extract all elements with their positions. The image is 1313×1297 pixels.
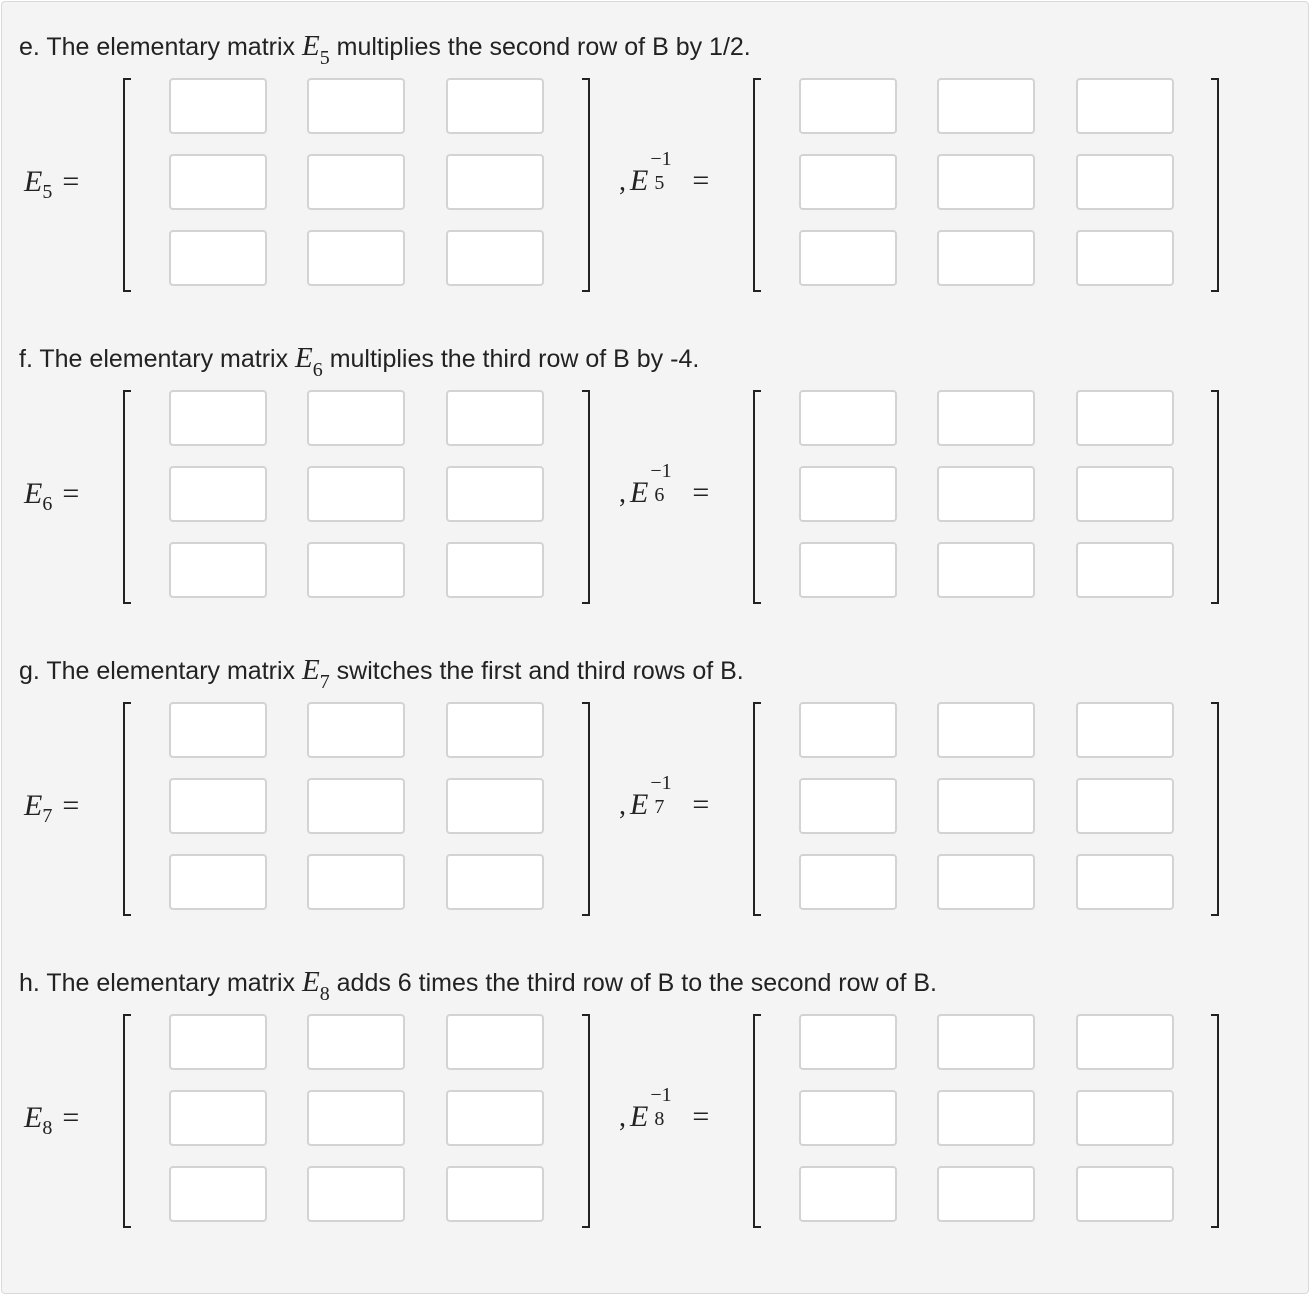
inverse-entry-r1-c1[interactable] [799, 390, 897, 446]
prompt-intro: f. The elementary matrix [19, 345, 296, 373]
matrix-index: 6 [42, 493, 53, 515]
matrix-right-bracket [582, 702, 590, 916]
matrix-label [24, 477, 79, 516]
prompt-description: adds 6 times the third row of B to the second row of B. [329, 969, 937, 997]
inverse-exponent: −1 [650, 460, 672, 482]
matrix-entry-r1-c1[interactable] [169, 702, 267, 758]
problem-prompt [19, 30, 751, 68]
prompt-description: switches the first and third rows of B. [329, 657, 744, 685]
matrix-entry-r3-c1[interactable] [169, 542, 267, 598]
matrix-entry-r3-c1[interactable] [169, 854, 267, 910]
equals-sign: = [692, 164, 710, 197]
matrix-symbol: E [301, 966, 320, 998]
inverse-entry-r2-c3[interactable] [1076, 778, 1174, 834]
inverse-exponent: −1 [650, 1084, 672, 1106]
comma: , [619, 1102, 626, 1133]
matrix-entry-r1-c3[interactable] [446, 390, 544, 446]
matrix-symbol: E [24, 165, 43, 198]
equals-sign: = [62, 1101, 80, 1134]
problem-prompt [19, 342, 699, 380]
matrix-index: 7 [319, 670, 330, 693]
inverse-left-bracket [753, 702, 761, 916]
prompt-intro: h. The elementary matrix [19, 969, 302, 997]
inverse-entry-r3-c2[interactable] [937, 230, 1035, 286]
matrix-name [301, 966, 330, 1005]
problem-prompt [19, 966, 937, 1004]
problem-prompt [19, 654, 744, 692]
matrix-index: 8 [319, 982, 330, 1005]
matrix-entry-r3-c2[interactable] [307, 854, 405, 910]
matrix-entry-r1-c3[interactable] [446, 78, 544, 134]
inverse-entry-r3-c1[interactable] [799, 1166, 897, 1222]
equals-sign: = [62, 789, 80, 822]
matrix-entry-r1-c1[interactable] [169, 1014, 267, 1070]
equals-sign: = [692, 1100, 710, 1133]
matrix-entry-r1-c1[interactable] [169, 78, 267, 134]
inverse-right-bracket [1211, 702, 1219, 916]
matrix-right-bracket [582, 390, 590, 604]
inverse-entry-r1-c2[interactable] [937, 78, 1035, 134]
matrix-entry-r2-c1[interactable] [169, 154, 267, 210]
inverse-entry-r1-c1[interactable] [799, 1014, 897, 1070]
inverse-right-bracket [1211, 390, 1219, 604]
matrix-entry-r3-c2[interactable] [307, 230, 405, 286]
prompt-description: multiplies the second row of B by 1/2. [329, 33, 751, 61]
matrix-entry-r3-c1[interactable] [169, 230, 267, 286]
inverse-symbol: E [630, 164, 649, 197]
equals-sign: = [62, 165, 80, 198]
inverse-entry-r3-c1[interactable] [799, 542, 897, 598]
inverse-entry-r3-c3[interactable] [1076, 1166, 1174, 1222]
inverse-index: 7 [654, 796, 665, 818]
matrix-entry-r3-c3[interactable] [446, 1166, 544, 1222]
matrix-entry-r2-c2[interactable] [307, 466, 405, 522]
matrix-left-bracket [123, 78, 131, 292]
matrix-entry-r3-c3[interactable] [446, 542, 544, 598]
matrix-entry-r2-c2[interactable] [307, 1090, 405, 1146]
inverse-entry-r3-c1[interactable] [799, 854, 897, 910]
matrix-entry-r3-c2[interactable] [307, 1166, 405, 1222]
problem-e [0, 0, 1313, 300]
prompt-description: multiplies the third row of B by -4. [322, 345, 700, 373]
inverse-symbol: E [630, 1100, 649, 1133]
matrix-entry-r2-c1[interactable] [169, 778, 267, 834]
matrix-symbol: E [24, 1101, 43, 1134]
inverse-entry-r1-c2[interactable] [937, 390, 1035, 446]
inverse-entry-r1-c3[interactable] [1076, 1014, 1174, 1070]
matrix-entry-r2-c1[interactable] [169, 1090, 267, 1146]
matrix-symbol: E [295, 342, 313, 374]
inverse-left-bracket [753, 390, 761, 604]
inverse-symbol: E [630, 476, 649, 509]
matrix-symbol: E [301, 654, 320, 686]
inverse-entry-r1-c3[interactable] [1076, 390, 1174, 446]
inverse-entry-r2-c2[interactable] [937, 778, 1035, 834]
matrix-entry-r3-c3[interactable] [446, 230, 544, 286]
inverse-entry-r3-c2[interactable] [937, 542, 1035, 598]
matrix-entry-r2-c2[interactable] [307, 154, 405, 210]
comma: , [619, 790, 626, 821]
comma: , [619, 166, 626, 197]
inverse-entry-r1-c3[interactable] [1076, 702, 1174, 758]
inverse-right-bracket [1211, 1014, 1219, 1228]
matrix-left-bracket [123, 390, 131, 604]
inverse-entry-r2-c1[interactable] [799, 778, 897, 834]
matrix-entry-r1-c3[interactable] [446, 702, 544, 758]
inverse-entry-r1-c1[interactable] [799, 702, 897, 758]
comma: , [619, 478, 626, 509]
inverse-label [619, 460, 710, 510]
matrix-entry-r2-c3[interactable] [446, 778, 544, 834]
prompt-intro: g. The elementary matrix [19, 657, 302, 685]
equals-sign: = [692, 476, 710, 509]
matrix-entry-r2-c3[interactable] [446, 466, 544, 522]
matrix-entry-r3-c2[interactable] [307, 542, 405, 598]
inverse-left-bracket [753, 78, 761, 292]
matrix-entry-r2-c3[interactable] [446, 1090, 544, 1146]
inverse-entry-r2-c2[interactable] [937, 154, 1035, 210]
inverse-left-bracket [753, 1014, 761, 1228]
matrix-index: 8 [42, 1117, 53, 1139]
equals-sign: = [62, 477, 80, 510]
inverse-entry-r3-c3[interactable] [1076, 230, 1174, 286]
inverse-entry-r1-c2[interactable] [937, 1014, 1035, 1070]
inverse-entry-r2-c1[interactable] [799, 154, 897, 210]
equals-sign: = [692, 788, 710, 821]
inverse-index: 5 [654, 172, 665, 194]
inverse-right-bracket [1211, 78, 1219, 292]
problem-f [0, 312, 1313, 612]
inverse-label [619, 1084, 710, 1134]
inverse-entry-r3-c1[interactable] [799, 230, 897, 286]
matrix-name [301, 30, 330, 69]
inverse-symbol: E [630, 788, 649, 821]
inverse-entry-r2-c3[interactable] [1076, 154, 1174, 210]
inverse-entry-r2-c1[interactable] [799, 466, 897, 522]
matrix-entry-r1-c2[interactable] [307, 702, 405, 758]
inverse-label [619, 148, 710, 198]
inverse-label [619, 772, 710, 822]
matrix-label [24, 1101, 79, 1140]
inverse-entry-r3-c2[interactable] [937, 854, 1035, 910]
matrix-entry-r3-c3[interactable] [446, 854, 544, 910]
matrix-label [24, 165, 79, 204]
matrix-right-bracket [582, 78, 590, 292]
inverse-entry-r2-c3[interactable] [1076, 466, 1174, 522]
matrix-left-bracket [123, 1014, 131, 1228]
problem-g [0, 624, 1313, 924]
inverse-exponent: −1 [650, 772, 672, 794]
inverse-entry-r3-c2[interactable] [937, 1166, 1035, 1222]
matrix-entry-r1-c2[interactable] [307, 1014, 405, 1070]
inverse-entry-r2-c2[interactable] [937, 1090, 1035, 1146]
inverse-entry-r2-c1[interactable] [799, 1090, 897, 1146]
inverse-index: 8 [654, 1108, 665, 1130]
matrix-symbol: E [301, 30, 320, 62]
inverse-index: 6 [654, 484, 665, 506]
matrix-left-bracket [123, 702, 131, 916]
matrix-entry-r1-c2[interactable] [307, 390, 405, 446]
matrix-index: 6 [312, 358, 323, 381]
matrix-symbol: E [24, 789, 43, 822]
matrix-index: 7 [42, 805, 53, 827]
matrix-name [295, 342, 323, 381]
inverse-entry-r2-c2[interactable] [937, 466, 1035, 522]
matrix-entry-r3-c1[interactable] [169, 1166, 267, 1222]
matrix-entry-r2-c2[interactable] [307, 778, 405, 834]
matrix-entry-r2-c1[interactable] [169, 466, 267, 522]
inverse-entry-r2-c3[interactable] [1076, 1090, 1174, 1146]
matrix-entry-r1-c2[interactable] [307, 78, 405, 134]
matrix-name [301, 654, 330, 693]
matrix-entry-r2-c3[interactable] [446, 154, 544, 210]
matrix-entry-r1-c3[interactable] [446, 1014, 544, 1070]
inverse-entry-r3-c3[interactable] [1076, 542, 1174, 598]
matrix-label [24, 789, 79, 828]
inverse-entry-r3-c3[interactable] [1076, 854, 1174, 910]
matrix-right-bracket [582, 1014, 590, 1228]
matrix-index: 5 [319, 46, 330, 69]
inverse-entry-r1-c2[interactable] [937, 702, 1035, 758]
problem-h [0, 936, 1313, 1236]
matrix-symbol: E [24, 477, 43, 510]
inverse-entry-r1-c1[interactable] [799, 78, 897, 134]
matrix-index: 5 [42, 181, 53, 203]
inverse-entry-r1-c3[interactable] [1076, 78, 1174, 134]
inverse-exponent: −1 [650, 148, 672, 170]
prompt-intro: e. The elementary matrix [19, 33, 302, 61]
matrix-entry-r1-c1[interactable] [169, 390, 267, 446]
